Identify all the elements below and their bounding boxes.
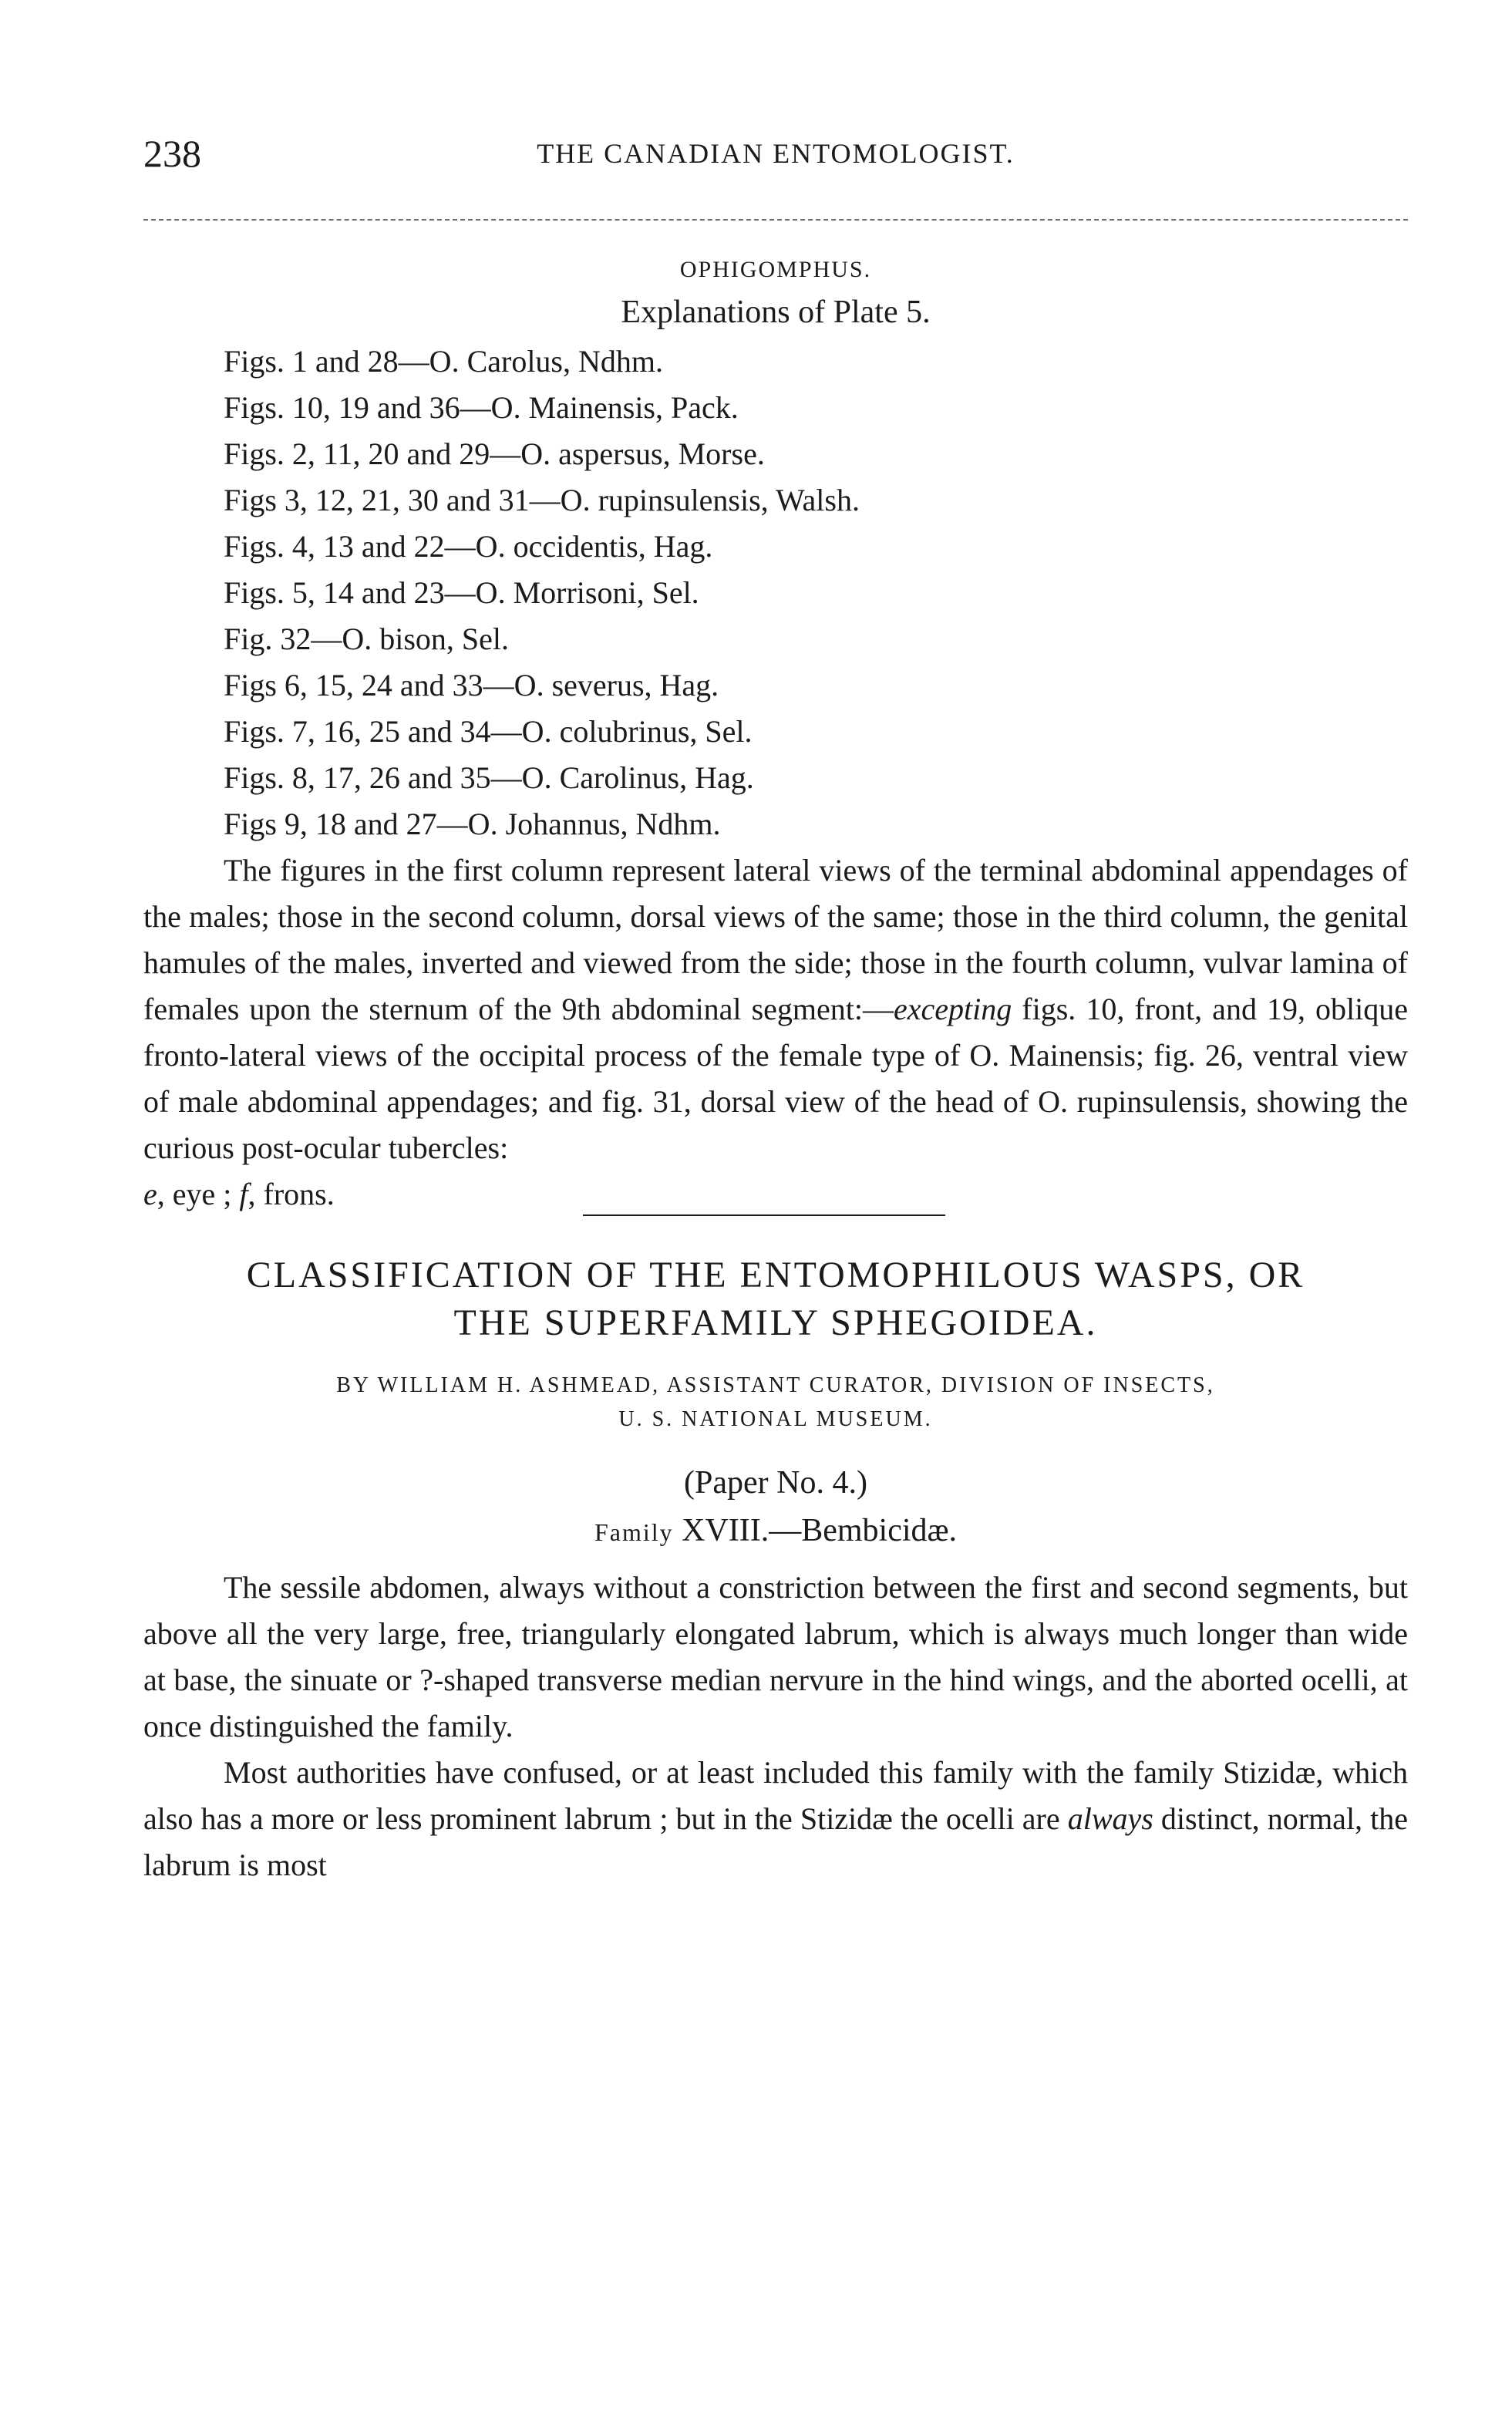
paragraph-text-continued: distinct, normal, the labrum is most [143, 1801, 1408, 1882]
explanation-text-continued: figs. 10, front, and 19, oblique fronto-lateral views of the occipital process of the female type of O. Mainensis; fig. 26, ventral view of male abdominal appendages; and fig. 31, dorsal view of the head of O. rupinsulensis, showing the curious post-ocular tubercles: [143, 992, 1409, 1165]
family-name: XVIII.—Bembicidæ. [673, 1513, 958, 1548]
byline-line-1: BY WILLIAM H. ASHMEAD, ASSISTANT CURATOR, DIVISION OF INSECTS, [336, 1373, 1215, 1397]
article-title [143, 1251, 1408, 1347]
body-paragraph-2 [143, 1750, 1408, 1888]
eye-label: , eye ; [157, 1177, 240, 1211]
paragraph-italic: always [1067, 1801, 1153, 1836]
article-title-line-1: CLASSIFICATION OF THE ENTOMOPHILOUS WASPS, OR [246, 1255, 1305, 1295]
body-paragraph-1: The sessile abdomen, always without a constriction between the first and second segments, but above all the very large, free, triangularly elongated labrum, which is always much longer than wide at base, the sinuate or ?-shaped transverse median nervure in the hind wings, and the aborted ocelli, at once distinguished the family. [143, 1570, 1408, 1743]
figure-entry: Figs 3, 12, 21, 30 and 31—O. rupinsulensis, Walsh. [224, 483, 860, 517]
section-divider [583, 1214, 945, 1216]
page-body [143, 251, 1408, 1888]
paragraph-text: Most authorities have confused, or at least included this family with the family Stizidæ, which also has a more or less prominent labrum ; but in the Stizidæ the ocelli are [143, 1755, 1408, 1836]
plate-explanation [143, 847, 1408, 1171]
explanation-italic: excepting [894, 992, 1012, 1026]
explanation-text: The figures in the first column represent lateral views of the terminal abdominal appendages of the males; those in the second column, dorsal views of the same; those in the third column, the genital hamules of the males, inverted and viewed from the side; those in the fourth column, vulvar lamina of females upon the sternum of the 9th abdominal segment:— [143, 853, 1408, 1026]
figure-entry: Figs. 2, 11, 20 and 29—O. aspersus, Morse. [224, 436, 765, 471]
article-title-line-2: THE SUPERFAMILY SPHEGOIDEA. [453, 1302, 1098, 1343]
page-header [143, 131, 1408, 185]
figure-entry: Figs. 4, 13 and 22—O. occidentis, Hag. [224, 529, 713, 564]
paper-number: (Paper No. 4.) [684, 1465, 867, 1501]
explanation-last-line [143, 1171, 1408, 1218]
figure-entry: Figs 6, 15, 24 and 33—O. severus, Hag. [224, 668, 719, 702]
figure-entry: Figs. 10, 19 and 36—O. Mainensis, Pack. [224, 390, 739, 425]
family-prefix: Family [594, 1518, 674, 1546]
byline-line-2: U. S. NATIONAL MUSEUM. [618, 1407, 933, 1431]
frons-label: , frons. [248, 1177, 335, 1211]
byline [143, 1369, 1408, 1437]
running-head: THE CANADIAN ENTOMOLOGIST. [537, 138, 1015, 169]
page-number: 238 [143, 132, 201, 175]
frons-abbrev: f [239, 1177, 248, 1211]
figure-list [224, 339, 1408, 847]
figure-entry: Figs 9, 18 and 27—O. Johannus, Ndhm. [224, 807, 721, 841]
figure-entry: Figs. 7, 16, 25 and 34—O. colubrinus, Sel. [224, 714, 753, 749]
figure-entry: Figs. 1 and 28—O. Carolus, Ndhm. [224, 344, 663, 379]
figure-entry: Figs. 5, 14 and 23—O. Morrisoni, Sel. [224, 575, 699, 610]
family-heading [143, 1508, 1408, 1555]
section-title: OPHIGOMPHUS. [679, 257, 872, 282]
figure-entry: Figs. 8, 17, 26 and 35—O. Carolinus, Hag. [224, 760, 754, 795]
plate-title: Explanations of Plate 5. [621, 295, 931, 330]
header-rule [143, 219, 1408, 221]
figure-entry: Fig. 32—O. bison, Sel. [224, 622, 510, 656]
eye-abbrev: e [143, 1177, 157, 1211]
